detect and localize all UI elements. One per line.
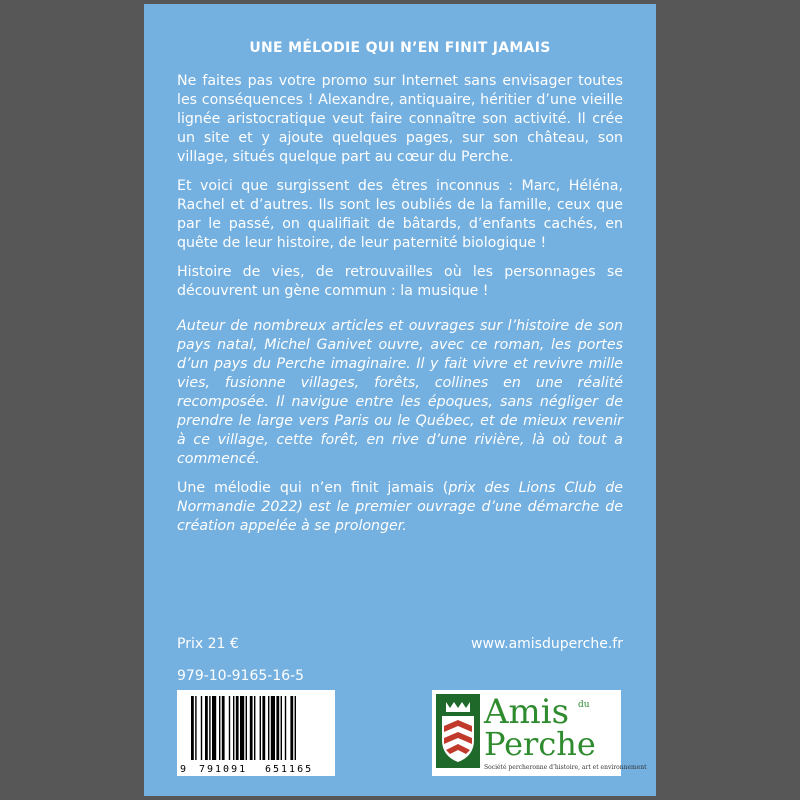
logo-du: du — [578, 700, 590, 710]
blurb-paragraph-5 — [177, 479, 623, 536]
p5-part-a: Une mélodie qui n’en finit jamais ( — [177, 480, 449, 496]
logo-tagline: Société percheronne d’histoire, art et environnement — [484, 764, 647, 771]
blurb-paragraph-3: Histoire de vies, de retrouvailles où les personnages se découvrent un gène commun : la musique ! — [177, 264, 623, 299]
coat-of-arms-icon — [436, 694, 480, 768]
isbn: 979-10-9165-16-5 — [177, 668, 305, 684]
barcode — [177, 690, 335, 776]
blurb-paragraph-2: Et voici que surgissent des êtres inconnus : Marc, Héléna, Rachel et d’autres. Ils sont les oubliés de la famille, ceux que par le passé, on qualifiait de bâtards, d’enfants cachés, en quête de leur histoire, de leur paternité biologique ! — [177, 178, 623, 251]
price: Prix 21 € — [177, 636, 239, 652]
logo-amis: Amis — [484, 692, 570, 732]
barcode-digits-left: 791091 — [199, 764, 248, 775]
amis-du-perche-logo — [432, 690, 647, 776]
logo-perche: Perche — [484, 725, 596, 763]
barcode-digit-first: 9 — [180, 764, 187, 775]
p5-part-b: prix des Lions Club de Normandie 2022 — [177, 480, 623, 515]
author-bio: Auteur de nombreux articles et ouvrages sur l’histoire de son pays natal, Michel Ganivet ouvre, avec ce roman, les portes d’un pays du Perche imaginaire. Il y fait vivre et revivre mille vies, fusionne villages, forêts, collines en une réalité recomposée. Il navigue entre les époques, sans négliger de prendre le large vers Paris ou le Québec, et de mieux revenir à ce village, cette forêt, en rive d’une rivière, là où tout a commencé. — [177, 318, 623, 467]
blurb-paragraph-1: Ne faites pas votre promo sur Internet sans envisager toutes les conséquences ! Alexandre, antiquaire, héritier d’une vieille lignée aristocratique veut faire connaître son activité. Il crée un site et y ajoute quelques pages, sur son château, son village, situés quelque part au cœur du Perche. — [177, 73, 623, 165]
p5-part-c: ) est le premier ouvrage d’une démarche de création appelée à se prolonger. — [177, 499, 623, 534]
barcode-digits-right: 651165 — [265, 764, 314, 775]
book-back-cover — [144, 4, 656, 796]
book-title: UNE MÉLODIE QUI N’EN FINIT JAMAIS — [249, 40, 551, 56]
blurb — [177, 72, 623, 546]
website-url: www.amisduperche.fr — [471, 636, 623, 652]
